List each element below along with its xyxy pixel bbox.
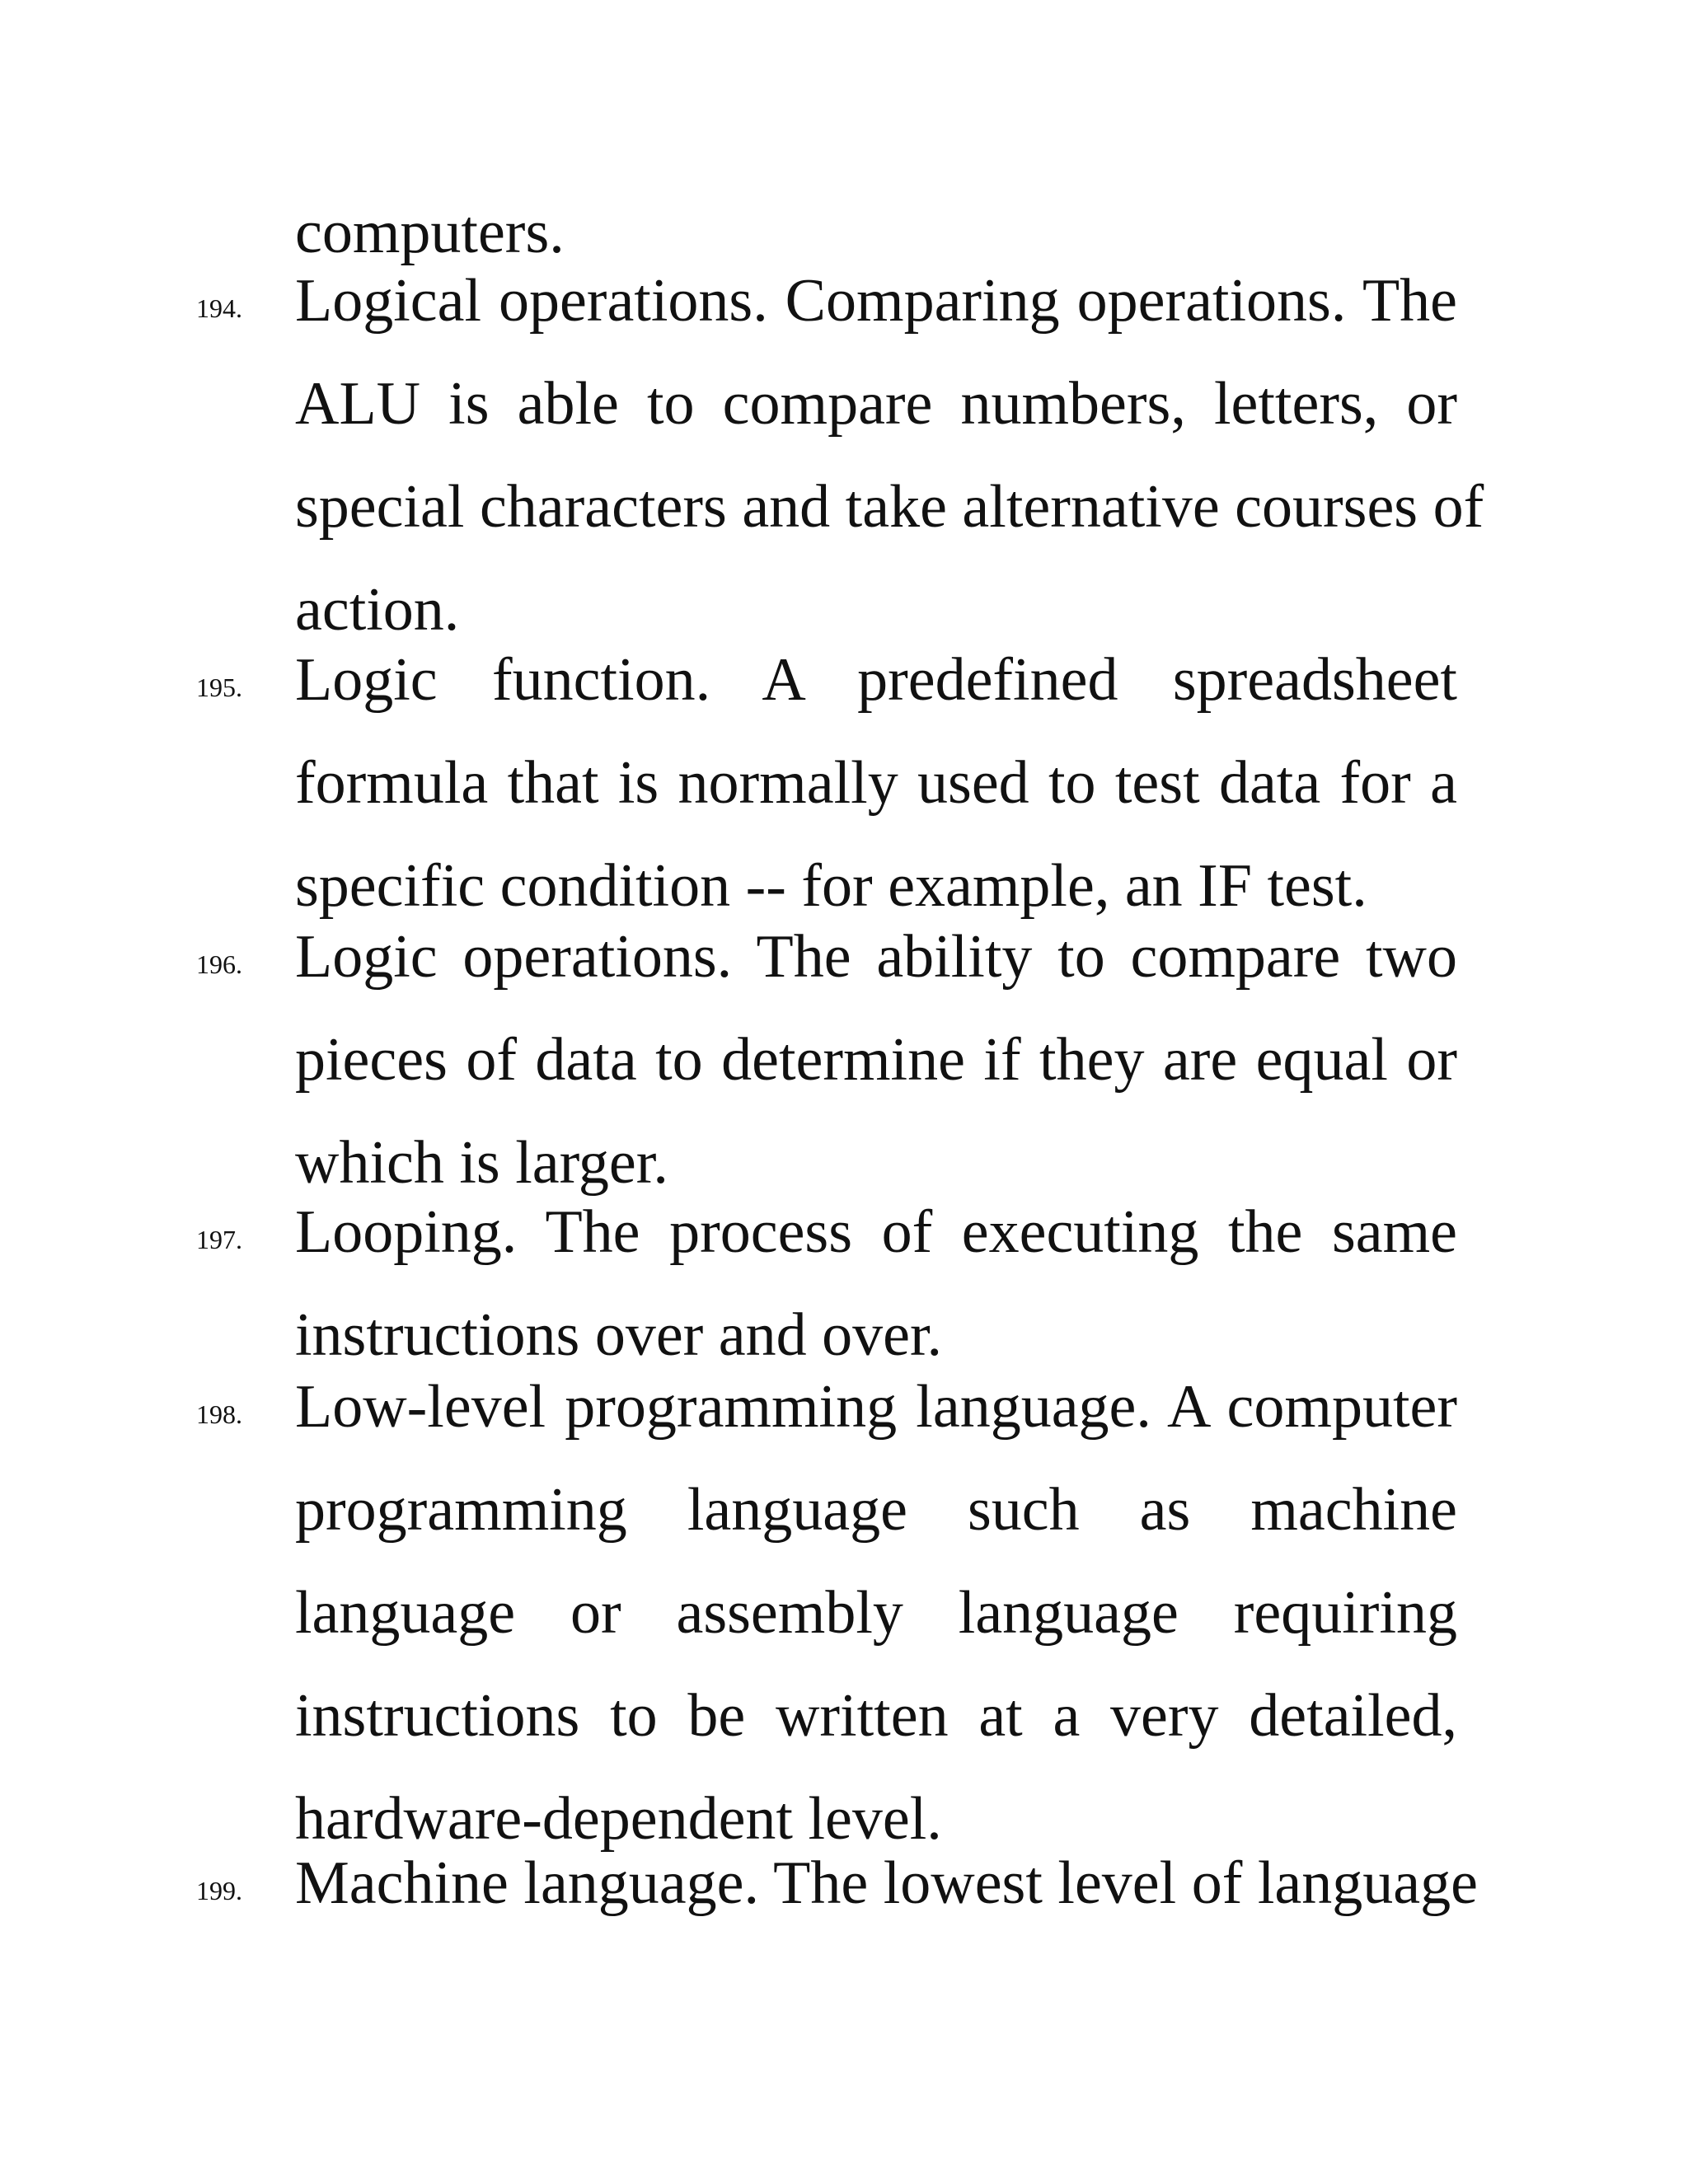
entry-line: Machine language. The lowest level of language — [295, 1849, 1478, 1917]
entry-line: pieces of data to determine if they are equal or — [295, 1026, 1457, 1094]
entry-number: 198. — [196, 1399, 242, 1429]
entry-number: 194. — [196, 293, 242, 323]
entry-line: special characters and take alternative courses of — [295, 473, 1484, 541]
entry-line: Logical operations. Comparing operations. The — [295, 267, 1457, 335]
entry-number: 197. — [196, 1225, 242, 1254]
entry-line: programming language such as machine — [295, 1476, 1457, 1544]
entry-line: ALU is able to compare numbers, letters, or — [295, 370, 1457, 438]
entry-line: Looping. The process of executing the same — [295, 1198, 1457, 1266]
entry-number: 195. — [196, 673, 242, 702]
entry-line: which is larger. — [295, 1129, 668, 1197]
entry-line: specific condition -- for example, an IF test. — [295, 852, 1367, 920]
entry-line: Logic operations. The ability to compare two — [295, 923, 1457, 991]
entry-line: Logic function. A predefined spreadsheet — [295, 646, 1457, 714]
entry-line: instructions to be written at a very detailed, — [295, 1682, 1457, 1750]
entry-line: formula that is normally used to test data for a — [295, 749, 1457, 817]
entry-line: Low-level programming language. A computer — [295, 1373, 1457, 1441]
entry-line: language or assembly language requiring — [295, 1579, 1457, 1647]
entry-number: 199. — [196, 1876, 242, 1905]
continuation-line: computers. — [295, 199, 565, 266]
entry-line: hardware-dependent level. — [295, 1785, 942, 1853]
entry-line: action. — [295, 576, 460, 644]
entry-number: 196. — [196, 949, 242, 979]
entry-line: instructions over and over. — [295, 1301, 943, 1369]
